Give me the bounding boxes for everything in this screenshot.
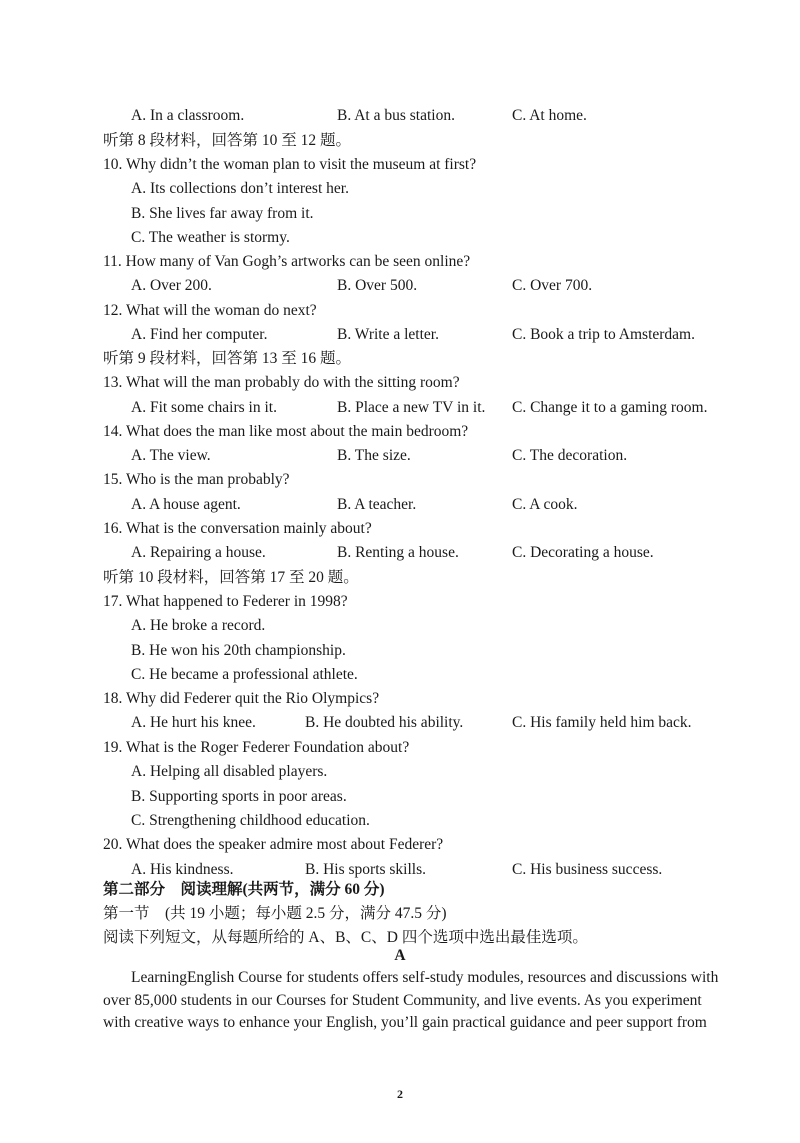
passage-line-2: over 85,000 students in our Courses for Student Community, and live events. As you experiment (103, 992, 702, 1009)
q11-option-c: C. Over 700. (512, 277, 593, 294)
q19-stem: 19. What is the Roger Federer Foundation about? (103, 739, 410, 756)
part-2-suffix: 分) (360, 881, 385, 898)
section-9-heading: 听第 9 段材料，回答第 13 至 16 题。 (103, 350, 352, 367)
q11-option-b: B. Over 500. (337, 277, 418, 294)
q12-option-b: B. Write a letter. (337, 326, 439, 343)
passage-line-1: LearningEnglish Course for students offers self-study modules, resources and discussions with (131, 969, 719, 986)
q19-option-b: B. Supporting sports in poor areas. (131, 788, 347, 805)
q12-stem: 12. What will the woman do next? (103, 302, 317, 319)
page-number: 2 (397, 1087, 403, 1101)
passage-line-3: with creative ways to enhance your English, you’ll gain practical guidance and peer support from (103, 1014, 707, 1031)
q20-option-b: B. His sports skills. (305, 861, 427, 878)
q10-stem: 10. Why didn’t the woman plan to visit the museum at first? (103, 156, 477, 173)
q17-stem: 17. What happened to Federer in 1998? (103, 593, 348, 610)
passage-title: A (394, 947, 406, 964)
q11-stem: 11. How many of Van Gogh’s artworks can be seen online? (103, 253, 471, 270)
q16-option-c: C. Decorating a house. (512, 544, 654, 561)
part-2-heading (103, 880, 385, 900)
q10-option-b: B. She lives far away from it. (131, 205, 314, 222)
q17-option-b: B. He won his 20th championship. (131, 642, 346, 659)
q13-option-a: A. Fit some chairs in it. (131, 399, 277, 416)
q16-option-a: A. Repairing a house. (131, 544, 266, 561)
q16-stem: 16. What is the conversation mainly about? (103, 520, 372, 537)
q9-option-c: C. At home. (512, 107, 587, 124)
q14-option-c: C. The decoration. (512, 447, 628, 464)
q15-option-c: C. A cook. (512, 496, 578, 513)
part-2-prefix: 第二部分 阅读理解(共两节，满分 (103, 881, 345, 898)
q20-option-a: A. His kindness. (131, 861, 234, 878)
q18-option-a: A. He hurt his knee. (131, 714, 256, 731)
q12-option-c: C. Book a trip to Amsterdam. (512, 326, 695, 343)
q18-stem: 18. Why did Federer quit the Rio Olympics? (103, 690, 380, 707)
q10-option-a: A. Its collections don’t interest her. (131, 180, 349, 197)
q14-option-a: A. The view. (131, 447, 211, 464)
q17-option-a: A. He broke a record. (131, 617, 266, 634)
part-2-score: 60 (344, 881, 361, 898)
q9-option-b: B. At a bus station. (337, 107, 455, 124)
q11-option-a: A. Over 200. (131, 277, 212, 294)
q17-option-c: C. He became a professional athlete. (131, 666, 358, 683)
q13-option-b: B. Place a new TV in it. (337, 399, 486, 416)
section-10-heading: 听第 10 段材料，回答第 17 至 20 题。 (103, 569, 359, 586)
q13-stem: 13. What will the man probably do with the sitting room? (103, 374, 460, 391)
q12-option-a: A. Find her computer. (131, 326, 268, 343)
section-1-heading: 第一节 (共 19 小题；每小题 2.5 分，满分 47.5 分) (103, 905, 447, 922)
q20-stem: 20. What does the speaker admire most about Federer? (103, 836, 444, 853)
q15-option-a: A. A house agent. (131, 496, 241, 513)
section-8-heading: 听第 8 段材料，回答第 10 至 12 题。 (103, 132, 352, 149)
q20-option-c: C. His business success. (512, 861, 663, 878)
q13-option-c: C. Change it to a gaming room. (512, 399, 708, 416)
q15-option-b: B. A teacher. (337, 496, 417, 513)
q16-option-b: B. Renting a house. (337, 544, 459, 561)
q18-option-c: C. His family held him back. (512, 714, 692, 731)
q9-option-a: A. In a classroom. (131, 107, 245, 124)
q15-stem: 15. Who is the man probably? (103, 471, 290, 488)
q18-option-b: B. He doubted his ability. (305, 714, 464, 731)
q19-option-a: A. Helping all disabled players. (131, 763, 328, 780)
q14-option-b: B. The size. (337, 447, 411, 464)
reading-instructions: 阅读下列短文，从每题所给的 A、B、C、D 四个选项中选出最佳选项。 (103, 929, 588, 946)
q19-option-c: C. Strengthening childhood education. (131, 812, 370, 829)
q14-stem: 14. What does the man like most about the main bedroom? (103, 423, 469, 440)
q10-option-c: C. The weather is stormy. (131, 229, 290, 246)
